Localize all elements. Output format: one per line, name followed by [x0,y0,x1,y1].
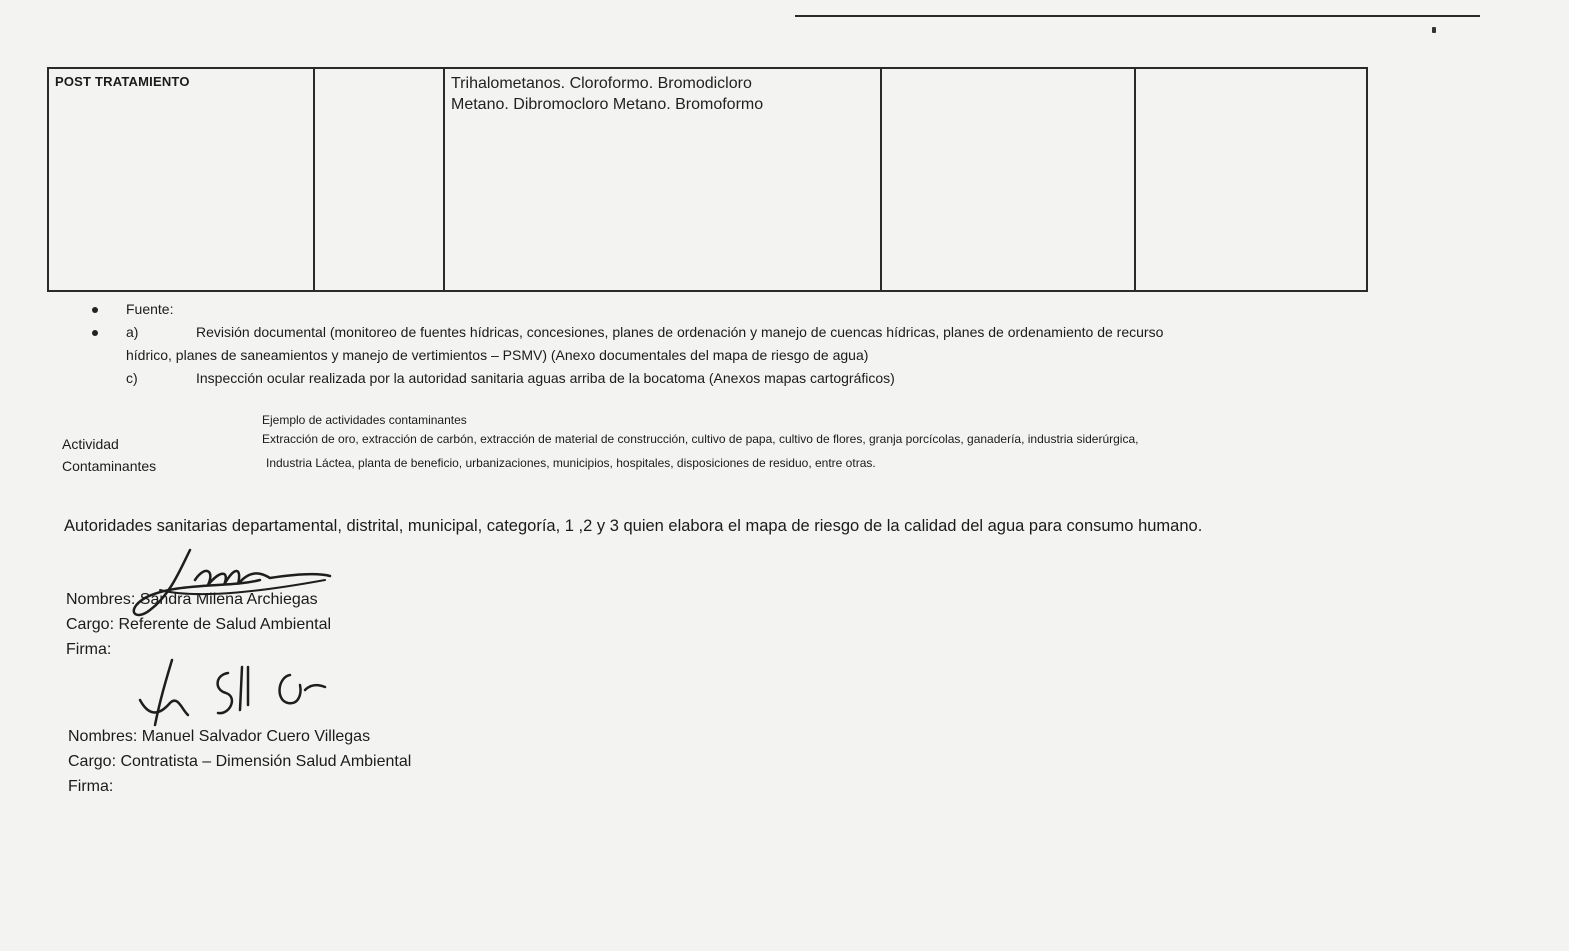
signatory-block [66,587,331,662]
signatory-block [68,724,411,799]
list-item [92,321,1392,344]
source-a-text: Revisión documental (monitoreo de fuentes hídricas, concesiones, planes de ordenación y manejo de cuencas hídricas, planes de ordenamiento de recurso [196,324,1164,340]
table-cell-empty [1135,68,1367,291]
signatory-name: Nombres: Manuel Salvador Cuero Villegas [68,728,371,745]
source-a-text-continued: hídrico, planes de saneamientos y manejo de vertimientos – PSMV) (Anexo documentales del mapa de riesgo de agua) [126,347,869,363]
table-row [48,68,1367,291]
source-c-label: c) [126,370,138,386]
activities-list-line-2: Industria Láctea, planta de beneficio, urbanizaciones, municipios, hospitales, disposiciones de residuo, entre otras. [266,456,876,470]
sources-list [92,298,1392,390]
bullet-icon [92,307,98,313]
authorities-statement: Autoridades sanitarias departamental, distrital, municipal, categoría, 1 ,2 y 3 quien elabora el mapa de riesgo de la calidad del agua para consumo humano. [64,517,1203,535]
top-divider-line [795,15,1480,17]
source-c-text: Inspección ocular realizada por la autoridad sanitaria aguas arriba de la bocatoma (Anexos mapas cartográficos) [196,370,895,386]
parameters-line-1: Trihalometanos. Cloroformo. Bromodicloro [451,75,752,92]
table-cell-empty [314,68,444,291]
table-cell-stage [48,68,314,291]
signature-manuel [130,655,340,735]
list-item [92,298,1392,321]
activities-label-line-1: Actividad [62,436,119,452]
sources-heading: Fuente: [126,301,174,317]
signatory-role: Cargo: Contratista – Dimensión Salud Ambiental [68,753,412,770]
risk-table [47,67,1368,292]
activities-list-line-1: Extracción de oro, extracción de carbón, extracción de material de construcción, cultivo de papa, cultivo de flores, granja porcícolas, ganadería, industria siderúrgica, [262,432,1139,446]
activities-label-line-2: Contaminantes [62,458,157,474]
signatory-role: Cargo: Referente de Salud Ambiental [66,616,332,633]
signatory-name: Nombres: Sandra Milena Archiegas [66,591,318,608]
bullet-icon [92,330,98,336]
list-item [92,367,1392,390]
table-cell-empty [881,68,1135,291]
list-item [92,344,1392,367]
signatory-signature-label: Firma: [68,778,114,795]
source-a-label: a) [126,324,139,340]
parameters-line-2: Metano. Dibromocloro Metano. Bromoformo [451,96,764,113]
activities-example-title: Ejemplo de actividades contaminantes [262,413,467,427]
table-cell-parameters [444,68,881,291]
post-treatment-label: POST TRATAMIENTO [55,74,190,89]
ink-speck [1432,27,1436,33]
signatory-signature-label: Firma: [66,641,112,658]
